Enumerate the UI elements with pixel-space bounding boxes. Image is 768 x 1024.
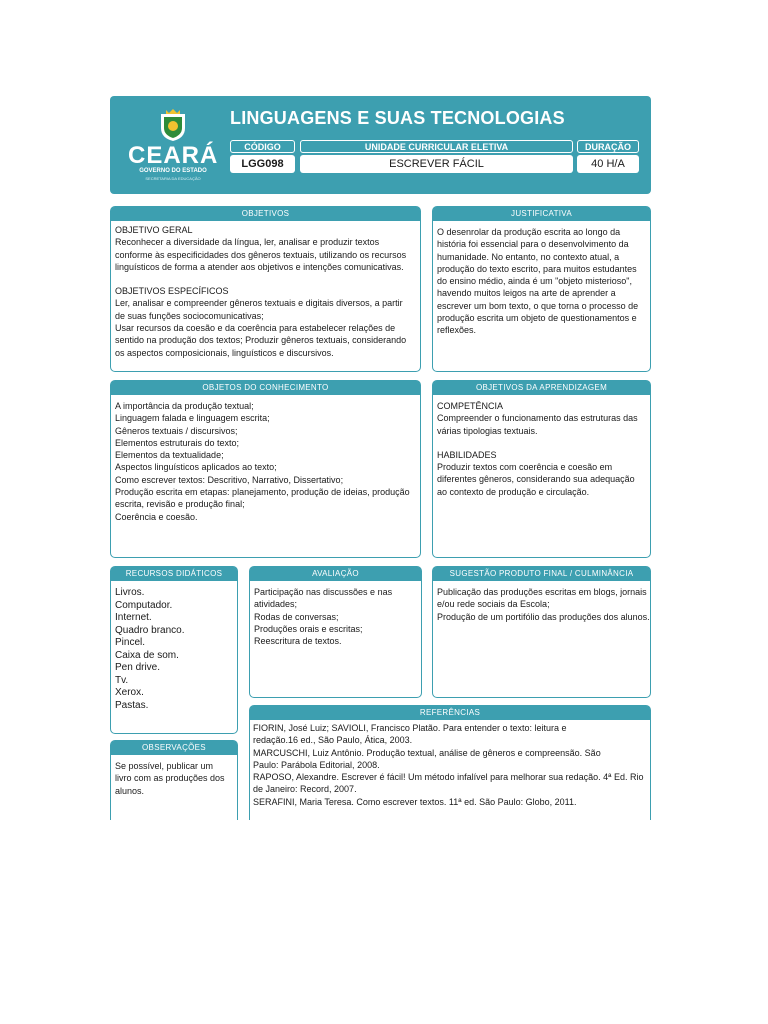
objeto-conhecimento-line: A importância da produção textual; <box>115 401 254 411</box>
logo-subtitle: GOVERNO DO ESTADO <box>139 168 207 174</box>
objetivo-especifico-line: sentido na produção dos textos; Produzir gêneros textuais, considerando <box>115 335 407 346</box>
objetivo-geral-title: OBJETIVO GERAL <box>115 225 193 235</box>
recurso-item: Pincel. <box>115 637 146 648</box>
objetivo-especifico-line: Usar recursos da coesão e da coerência para estabelecer relações de <box>115 323 396 334</box>
logo-title: CEARÁ <box>128 142 219 169</box>
justificativa-heading: JUSTIFICATIVA <box>433 207 650 221</box>
objetivo-geral-line: conforme às especificidades dos gêneros textuais, utilizando os recursos <box>115 249 407 260</box>
objetivo-especifico-line: Ler, analisar e compreender gêneros textuais e digitais diversos, a partir <box>115 298 403 309</box>
justificativa-line: humanidade. No entanto, no contexto atual, a <box>437 251 620 262</box>
referencia-line: Paulo: Parábola Editorial, 2008. <box>253 759 380 770</box>
habilidade-line: Produzir textos com coerência e coesão em <box>437 462 613 473</box>
header-banner <box>110 96 651 194</box>
competencia-line: Compreender o funcionamento das estruturas das <box>437 413 638 424</box>
habilidade-line: diferentes gêneros, considerando sua adequação <box>437 474 635 485</box>
sugestao-line: e/ou rede sociais da Escola; <box>437 599 550 610</box>
duracao-label: DURAÇÃO <box>577 140 639 153</box>
observacao-line: livro com as produções dos <box>115 773 225 784</box>
sugestao-line: Produção de um portifólio das produções dos alunos. <box>437 611 650 622</box>
objeto-conhecimento-line: Elementos estruturais do texto; <box>115 437 240 448</box>
justificativa-line: produção do texto escrito, para muitos estudantes <box>437 263 637 274</box>
observacao-line: alunos. <box>115 785 145 796</box>
objeto-conhecimento-line: Elementos da textualidade; <box>115 450 224 461</box>
justificativa-line: produção escrita um objeto de questionamentos e <box>437 313 637 324</box>
avaliacao-line: Rodas de conversas; <box>254 611 339 622</box>
avaliacao-line: Participação nas discussões e nas <box>254 587 393 597</box>
competencia-line: várias tipologias textuais. <box>437 425 538 436</box>
justificativa-section <box>432 206 651 372</box>
objetos-conhecimento-section <box>110 380 421 558</box>
objeto-conhecimento-line: Linguagem falada e linguagem escrita; <box>115 413 270 424</box>
objetivos-section <box>110 206 421 372</box>
objeto-conhecimento-line: escrita, revisão e produção final; <box>115 499 245 510</box>
habilidades-title: HABILIDADES <box>437 449 497 460</box>
recurso-item: Livros. <box>115 587 145 598</box>
referencia-line: SERAFINI, Maria Teresa. Como escrever textos. 11ª ed. São Paulo: Globo, 2011. <box>253 796 577 807</box>
justificativa-line: história foi essencial para o desenvolvimento da <box>437 239 629 250</box>
objetivos-heading: OBJETIVOS <box>111 207 420 221</box>
recursos-heading: RECURSOS DIDÁTICOS <box>111 567 237 581</box>
referencia-line: RAPOSO, Alexandre. Escrever é fácil! Um método infalível para melhorar sua redação. 4ª Ed. Rio <box>253 772 644 783</box>
avaliacao-line: Produções orais e escritas; <box>254 623 363 634</box>
observacao-line: Se possível, publicar um <box>115 761 214 771</box>
ceara-logo <box>128 106 218 186</box>
duracao-value: 40 H/A <box>577 155 639 173</box>
logo-department: SECRETARIA DA EDUCAÇÃO <box>145 176 201 181</box>
recurso-item: Computador. <box>115 599 173 611</box>
recurso-item: Xerox. <box>115 687 144 698</box>
objeto-conhecimento-line: Coerência e coesão. <box>115 511 198 522</box>
recurso-item: Pastas. <box>115 699 149 711</box>
recurso-item: Tv. <box>115 674 129 686</box>
objetivos-especificos-title: OBJETIVOS ESPECÍFICOS <box>115 286 229 297</box>
objeto-conhecimento-line: Gêneros textuais / discursivos; <box>115 425 238 436</box>
objetivos-aprendizagem-heading: OBJETIVOS DA APRENDIZAGEM <box>433 381 650 395</box>
justificativa-line: reflexões. <box>437 325 477 336</box>
recurso-item: Quadro branco. <box>115 624 185 636</box>
recursos-section <box>110 566 238 734</box>
sugestao-section <box>432 566 651 698</box>
recurso-item: Pen drive. <box>115 662 161 673</box>
sugestao-heading: SUGESTÃO PRODUTO FINAL / CULMINÂNCIA <box>433 567 650 581</box>
justificativa-line: do ensino médio, ainda é um "objeto misterioso", <box>437 276 632 287</box>
referencias-section <box>249 705 651 820</box>
objetivo-especifico-line: os aspectos composicionais, linguísticos e discursivos. <box>115 347 334 358</box>
recurso-item: Caixa de som. <box>115 649 179 661</box>
avaliacao-line: atividades; <box>254 599 298 610</box>
objetos-conhecimento-heading: OBJETOS DO CONHECIMENTO <box>111 381 420 395</box>
codigo-label: CÓDIGO <box>230 140 295 153</box>
unidade-label: UNIDADE CURRICULAR ELETIVA <box>300 140 573 153</box>
justificativa-line: escrever um bom texto, o que torna o processo de <box>437 300 639 311</box>
justificativa-line: havendo muitos leigos na arte de aprender a <box>437 288 616 299</box>
avaliacao-section <box>249 566 422 698</box>
objeto-conhecimento-line: Aspectos linguísticos aplicados ao texto; <box>115 462 277 473</box>
avaliacao-heading: AVALIAÇÃO <box>250 567 421 581</box>
objetivos-aprendizagem-section <box>432 380 651 558</box>
side-stamp-mark <box>648 778 656 822</box>
objetivo-geral-line: linguísticos de forma a atender aos objetivos e intenções comunicativas. <box>115 261 404 272</box>
observacoes-heading: OBSERVAÇÕES <box>111 741 237 755</box>
sugestao-line: Publicação das produções escritas em blogs, jornais <box>437 587 647 597</box>
referencia-line: FIORIN, José Luiz; SAVIOLI, Francisco Platão. Para entender o texto: leitura e <box>253 723 567 733</box>
codigo-value: LGG098 <box>230 155 295 173</box>
recurso-item: Internet. <box>115 612 152 623</box>
referencia-line: de Janeiro: Record, 2007. <box>253 784 357 795</box>
objeto-conhecimento-line: Produção escrita em etapas: planejamento, produção de ideias, produção <box>115 487 410 498</box>
justificativa-line: O desenrolar da produção escrita ao longo da <box>437 227 621 237</box>
state-crest-icon <box>158 108 188 142</box>
page-title: LINGUAGENS E SUAS TECNOLOGIAS <box>230 108 565 128</box>
referencias-heading: REFERÊNCIAS <box>250 706 650 720</box>
objetivo-especifico-line: de suas funções sociocomunicativas; <box>115 310 264 321</box>
habilidade-line: ao contexto de produção e circulação. <box>437 486 590 497</box>
avaliacao-line: Reescritura de textos. <box>254 636 342 647</box>
referencia-line: redação.16 ed., São Paulo, Ática, 2003. <box>253 735 413 746</box>
observacoes-section <box>110 740 238 820</box>
objetivo-geral-line: Reconhecer a diversidade da língua, ler, analisar e produzir textos <box>115 237 380 248</box>
unidade-value: ESCREVER FÁCIL <box>300 155 573 173</box>
objeto-conhecimento-line: Como escrever textos: Descritivo, Narrativo, Dissertativo; <box>115 474 344 485</box>
referencia-line: MARCUSCHI, Luiz Antônio. Produção textual, análise de gêneros e compreensão. São <box>253 747 601 758</box>
competencia-title: COMPETÊNCIA <box>437 401 504 411</box>
